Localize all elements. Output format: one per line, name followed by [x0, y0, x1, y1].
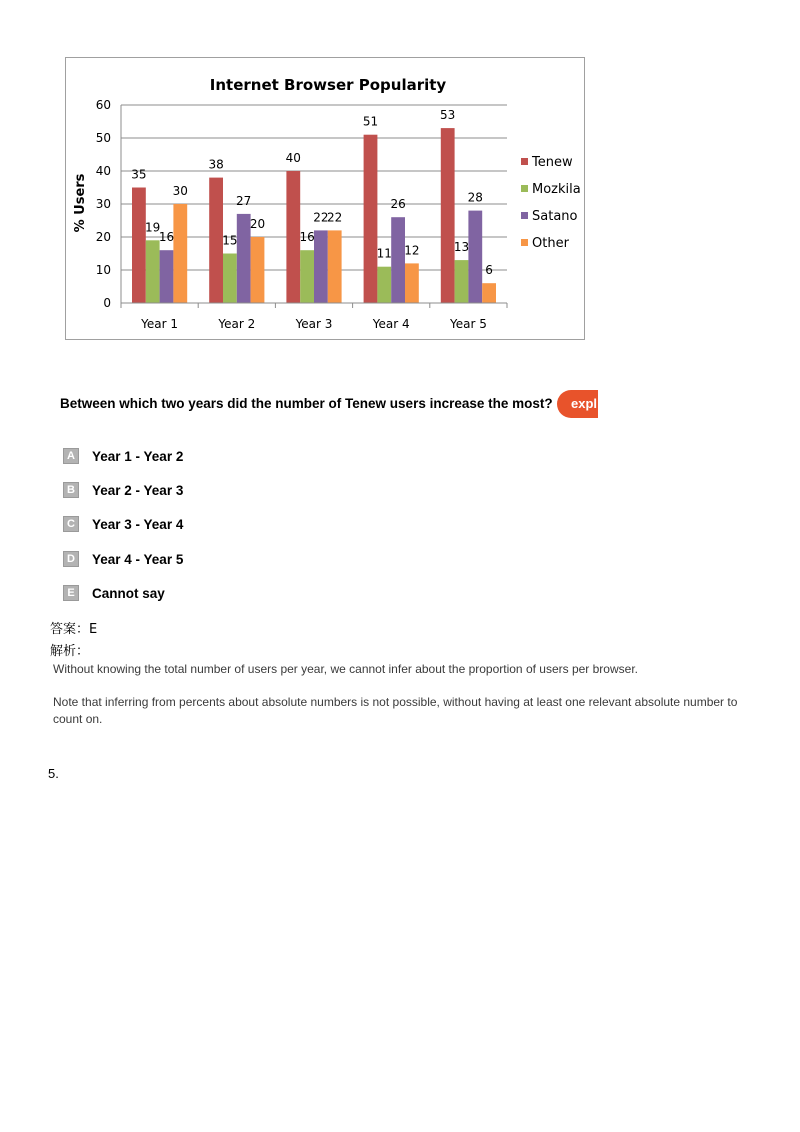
y-tick-label: 60 — [95, 98, 111, 112]
legend-label-other: Other — [532, 236, 569, 251]
answer-line — [50, 618, 97, 637]
data-label: 13 — [453, 240, 470, 255]
option-e[interactable] — [63, 584, 165, 602]
bar-satano — [468, 211, 482, 303]
bar-tenew — [286, 171, 300, 303]
bar-tenew — [209, 178, 223, 303]
y-tick-label: 20 — [95, 230, 111, 244]
answer-value: E — [89, 622, 98, 637]
option-label: Year 3 - Year 4 — [92, 516, 184, 532]
option-label: Year 2 - Year 3 — [92, 482, 184, 498]
bar-other — [173, 204, 187, 303]
chart-container — [65, 57, 585, 340]
data-label: 51 — [362, 114, 379, 129]
data-label: 26 — [390, 197, 406, 212]
bar-satano — [391, 217, 405, 303]
legend-swatch-other — [521, 239, 528, 246]
y-tick-label: 30 — [95, 197, 111, 211]
option-d[interactable] — [63, 550, 183, 568]
bar-satano — [314, 230, 328, 303]
option-label: Year 4 - Year 5 — [92, 551, 184, 567]
data-label: 20 — [249, 217, 266, 231]
option-c[interactable] — [63, 515, 183, 533]
option-letter-badge: E — [63, 585, 79, 601]
option-label: Year 1 - Year 2 — [92, 448, 184, 464]
data-label: 35 — [131, 167, 147, 182]
option-letter-badge: A — [63, 448, 79, 464]
y-axis-title: % Users — [73, 173, 88, 233]
data-label: 6 — [485, 263, 493, 278]
analysis-label: 解析： — [50, 644, 90, 659]
x-tick-label: Year 1 — [141, 317, 179, 331]
bar-tenew — [364, 135, 378, 303]
option-letter-badge: C — [63, 516, 79, 532]
legend-swatch-satano — [521, 212, 528, 219]
data-label: 19 — [145, 220, 161, 235]
x-tick-label: Year 5 — [449, 317, 487, 331]
bar-other — [251, 237, 265, 303]
bar-mozkila — [455, 260, 469, 303]
explain-button[interactable]: expl — [557, 390, 598, 418]
analysis-paragraph-2: Note that inferring from percents about absolute numbers is not possible, without having at least one relevant absolute number to count on. — [53, 695, 738, 726]
bar-other — [405, 263, 419, 303]
question-text: Between which two years did the number of Tenew users increase the most? — [60, 396, 553, 411]
y-tick-label: 10 — [95, 263, 111, 277]
bar-mozkila — [377, 267, 391, 303]
bar-other — [482, 283, 496, 303]
bar-satano — [160, 250, 174, 303]
data-label: 16 — [158, 230, 175, 245]
data-label: 22 — [327, 210, 343, 225]
data-label: 16 — [299, 230, 315, 245]
bar-mozkila — [300, 250, 314, 303]
data-label: 22 — [313, 210, 329, 225]
question-number: 5. — [48, 766, 59, 781]
legend-label-mozkila: Mozkila — [532, 182, 581, 197]
y-tick-label: 50 — [95, 131, 111, 145]
data-label: 30 — [172, 184, 188, 198]
data-label: 38 — [208, 157, 224, 172]
data-label: 27 — [236, 193, 252, 208]
legend-label-satano: Satano — [532, 209, 578, 224]
data-label: 12 — [404, 243, 420, 258]
legend-swatch-tenew — [521, 158, 528, 165]
x-tick-label: Year 2 — [218, 317, 256, 331]
data-label: 11 — [376, 246, 392, 261]
bar-tenew — [132, 188, 146, 304]
y-tick-label: 0 — [103, 296, 111, 310]
option-letter-badge: D — [63, 551, 79, 567]
data-label: 40 — [285, 151, 301, 165]
legend-swatch-mozkila — [521, 185, 528, 192]
option-letter-badge: B — [63, 482, 79, 498]
option-b[interactable] — [63, 481, 183, 499]
bar-tenew — [441, 128, 455, 303]
bar-chart — [66, 58, 586, 341]
data-label: 53 — [440, 108, 456, 123]
chart-title: Internet Browser Popularity — [209, 76, 447, 94]
option-a[interactable] — [63, 447, 183, 465]
bar-mozkila — [223, 254, 237, 304]
y-tick-label: 40 — [95, 164, 111, 178]
answer-label: 答案： — [50, 622, 90, 637]
data-label: 15 — [222, 233, 238, 248]
bar-mozkila — [146, 240, 160, 303]
analysis-paragraph-1: Without knowing the total number of users per year, we cannot infer about the proportion of users per browser. — [53, 662, 638, 676]
data-label: 28 — [467, 190, 483, 205]
legend-label-tenew: Tenew — [532, 155, 573, 170]
bar-other — [328, 230, 342, 303]
x-tick-label: Year 4 — [372, 317, 410, 331]
x-tick-label: Year 3 — [295, 317, 333, 331]
option-label: Cannot say — [92, 585, 165, 601]
bar-satano — [237, 214, 251, 303]
